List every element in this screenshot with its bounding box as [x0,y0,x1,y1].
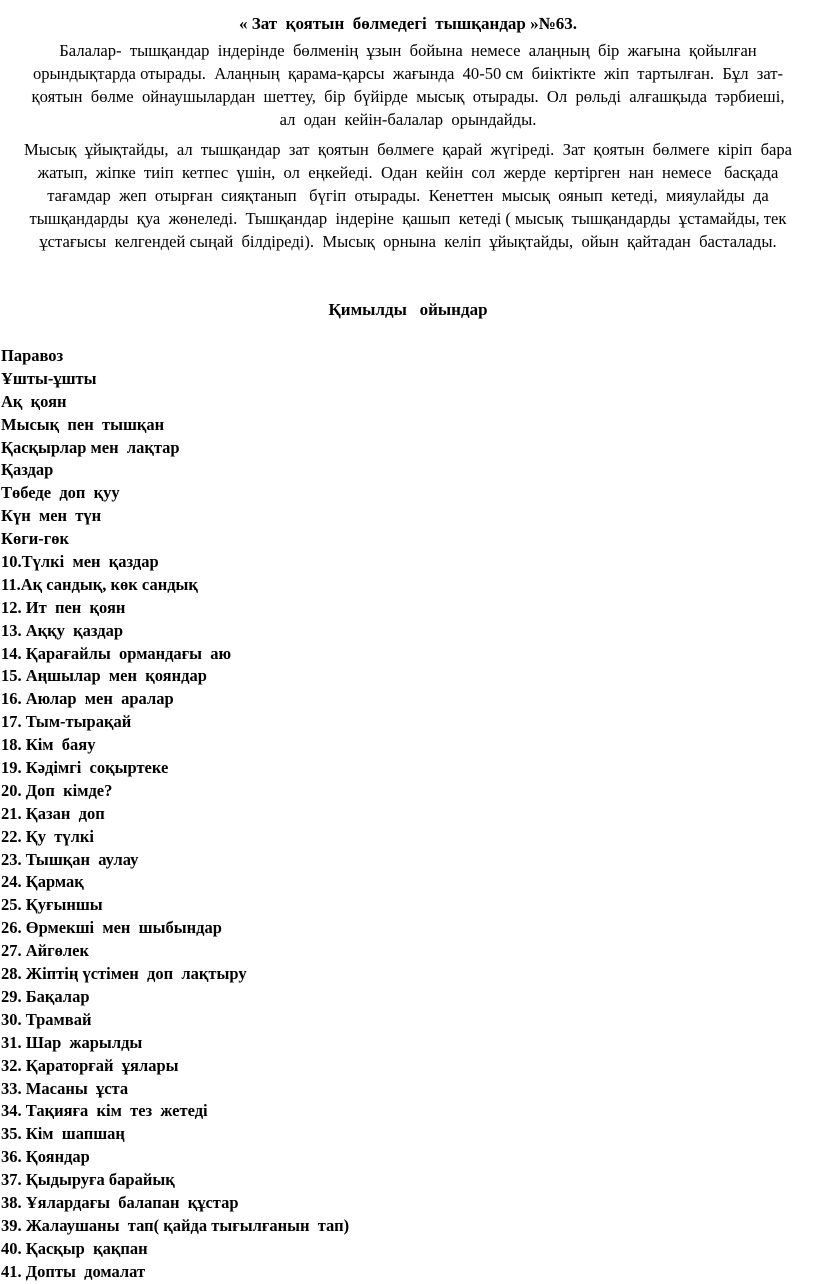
rules-paragraph-2 [4,138,812,253]
list-item: 31. Шар жарылды [1,1032,143,1052]
list-item: 28. Жіптің үстімен доп лақтыру [1,964,247,984]
list-item: 23. Тышқан аулау [1,849,139,869]
list-item: 16. Аюлар мен аралар [1,689,174,709]
paragraph-line: Балалар- тышқандар індерінде бөлменің ұзын бойына немесе алаңның бір жағына қойылған [59,41,757,60]
list-item: 26. Өрмекші мен шыбындар [1,918,222,938]
list-item: 36. Қояндар [1,1147,90,1167]
list-item: Қаздар [1,460,54,480]
list-item: 20. Доп кімде? [1,780,113,800]
list-item: 34. Тақияға кім тез жетеді [1,1101,208,1121]
list-item: 30. Трамвай [1,1009,92,1029]
paragraph-line: тышқандарды қуа жөнеледі. Тышқандар індеріне қашып кетеді ( мысық тышқандарды ұстамайды, тек [29,209,787,228]
list-item: 17. Тым-тырақай [1,712,132,732]
list-item: 14. Қарағайлы ормандағы аю [1,643,232,663]
list-item: 27. Айгөлек [1,941,90,961]
list-item: 21. Қазан доп [1,803,105,823]
list-item: 25. Қуғыншы [1,895,103,915]
list-item: Төбеде доп қуу [1,483,120,503]
list-item: 41. Допты домалат [1,1261,146,1281]
list-item: Күн мен түн [1,506,102,526]
paragraph-line: тағамдар жеп отырған сияқтанып бүгіп отырады. Кенеттен мысық оянып кетеді, мияулайды да [47,186,769,205]
paragraph-line: орындықтарда отырады. Алаңның қарама-қарсы жағында 40-50 см биіктікте жіп тартылған. Бұл зат- [32,64,784,83]
list-item: 22. Қу түлкі [1,826,94,846]
section-title: Қимылды ойындар [328,300,488,319]
paragraph-line: ұстағысы келгендей сыңай білдіреді). Мысық орнына келіп ұйықтайды, ойын қайтадан басталады. [39,232,777,251]
list-item: Мысық пен тышқан [1,414,165,434]
list-item: 37. Қыдыруға барайық [1,1170,175,1190]
list-item: 40. Қасқыр қақпан [1,1238,148,1258]
list-item: 15. Аңшылар мен қояндар [1,666,207,686]
list-item: Қасқырлар мен лақтар [1,437,180,457]
list-item: Ұшты-ұшты [1,368,97,388]
list-item: Ақ қоян [1,391,67,411]
list-item: 10.Түлкі мен қаздар [1,552,159,572]
list-item: Паравоз [1,346,64,365]
list-item: 35. Кім шапшаң [1,1124,125,1144]
paragraph-line: Мысық ұйықтайды, ал тышқандар зат қоятын бөлмеге қарай жүгіреді. Зат қоятын бөлмеге кіріп бара [23,140,793,159]
list-item: 24. Қармақ [1,872,84,892]
paragraph-line: жатып, жіпке тиіп кетпес үшін, ол еңкейеді. Одан кейін сол жерде кертірген нан немесе басқада [37,163,779,182]
list-item: 11.Ақ сандық, көк сандық [1,574,198,594]
list-item: 18. Кім баяу [1,735,96,755]
paragraph-line: қоятын бөлме ойнаушылардан шеттеу, бір бүйірде мысық отырады. Ол рөльді алғашқыда тәрбиеші, [31,87,785,106]
paragraph-line: ал одан кейін-балалар орындайды. [279,110,537,129]
list-item: Көги-гөк [1,529,69,549]
list-item: 13. Аққу қаздар [1,620,124,640]
list-item: 33. Масаны ұста [1,1078,129,1098]
list-item: 12. Ит пен қоян [1,597,126,617]
list-item: 32. Қараторғай ұялары [1,1055,179,1075]
rules-paragraph-1 [4,39,812,131]
list-item: 29. Бақалар [1,986,90,1006]
game-title: « Зат қоятын бөлмедегі тышқандар »№63. [239,14,577,33]
list-item: 39. Жалаушаны тап( қайда тығылғанын тап) [1,1215,350,1235]
list-item: 38. Ұялардағы балапан құстар [1,1192,239,1212]
list-item: 19. Кәдімгі соқыртеке [1,758,169,778]
games-list [1,345,349,1284]
